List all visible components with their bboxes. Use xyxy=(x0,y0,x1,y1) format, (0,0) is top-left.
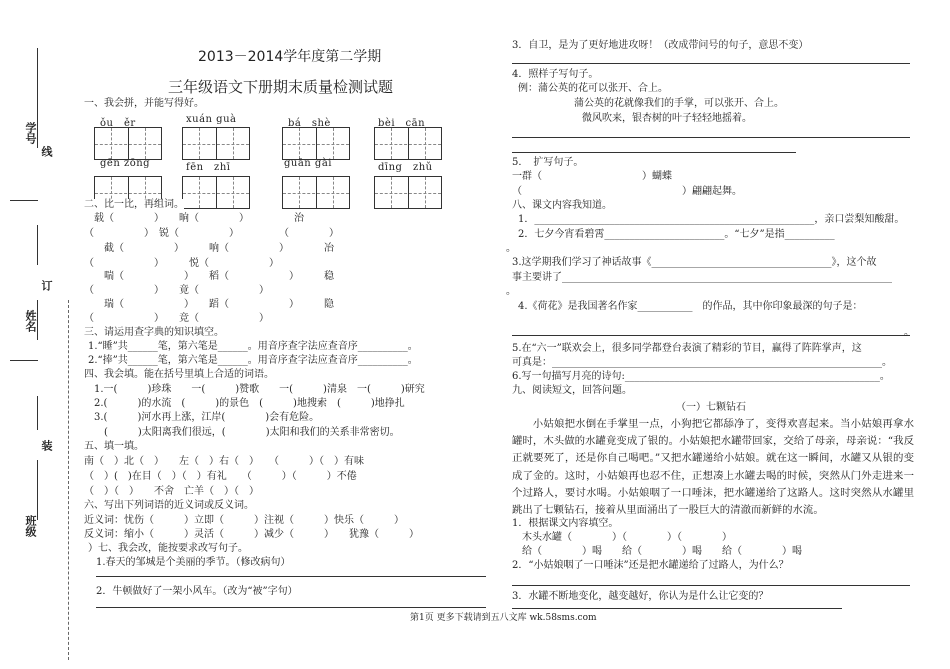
answer-line-item-4 xyxy=(512,335,910,336)
passage-title: （一）七颗钻石 xyxy=(676,402,746,413)
fill-row-4: ( )太阳离我们很远，( )太阳和我们的关系非常密切。 xyxy=(84,427,400,438)
dictionary-row-2: 2.“捧”共______笔，第六笔是______。用音序查字法应查音序__________。 xyxy=(88,355,418,366)
side-label-line: 线 xyxy=(40,146,53,157)
section-7-heading: ）七、我会改，能按要求改写句子。 xyxy=(88,543,248,554)
example-sentence-2: 蒲公英的花就像我们的手掌，可以张开、合上。 xyxy=(574,98,784,109)
content-item-3-end: 。 xyxy=(506,286,516,297)
idiom-row-1: 南（ ）北（ ） 左（ ）右（ ） （ ）（ ）有味 xyxy=(84,456,364,467)
compare-row-2: （ ） 锐（ ） （ ） xyxy=(84,228,339,239)
rewrite-item-5: 5． 扩写句子。 xyxy=(512,157,584,168)
pinyin-guangai: guān gài xyxy=(284,158,332,169)
side-label-bind: 订 xyxy=(40,280,53,291)
reading-question-2: 2．“小姑娘咽了一口唾沫”还是把水罐递给了过路人，为什么？ xyxy=(512,560,789,571)
compare-row-4: （ ） 悦（ ） xyxy=(84,258,279,269)
synonym-row: 近义词：忧伤（ ）立即（ ）注视（ ）快乐（ ） xyxy=(84,515,404,526)
section-4-heading: 四、我会填。能在括号里填上合适的词语。 xyxy=(84,369,274,380)
idiom-row-2: （ ）( )在目（ ）（ ）有礼 （ ）（ ）不倦 xyxy=(84,471,357,482)
content-item-5: 5.在“六一”联欢会上，很多同学都登台表演了精彩的节目，赢得了阵阵掌声，这 xyxy=(512,343,862,354)
content-item-5-b: 可真是：__________________________________________________________________。 xyxy=(512,357,892,368)
rewrite-item-1: 1.春天的邹城是个美丽的季节。（修改病句） xyxy=(96,557,291,568)
pinyin-xuangua: xuán guà xyxy=(186,114,237,125)
side-label-class: 班级 xyxy=(24,515,37,537)
side-label-student-id: 学号 xyxy=(24,122,37,144)
writing-box-3[interactable] xyxy=(282,127,350,160)
answer-line-rewrite-3 xyxy=(512,63,910,64)
content-item-3-b: 事主要讲了__________________________________________________________________ xyxy=(512,272,892,283)
rewrite-item-3: 3．自卫，是为了更好地进攻呀！（改成带问号的句子，意思不变） xyxy=(512,40,809,51)
writing-box-8[interactable] xyxy=(374,176,442,209)
content-item-6: 6.写一句描写月亮的诗句:___________________________________________________。 xyxy=(512,371,890,382)
section-5-heading: 五、填一填。 xyxy=(84,441,144,452)
expand-sentence-2: （ ）翩翩起舞。 xyxy=(512,186,742,197)
content-item-3: 3.这学期我们学习了神话故事《____________________________________》，这个故 xyxy=(512,257,877,268)
binding-line-mid3 xyxy=(37,396,38,430)
name-line xyxy=(10,360,38,361)
section-2-heading: 二、比一比，再组词。 xyxy=(84,199,184,210)
content-item-2: 2．七夕今宵看碧霄________________________。“七夕”是指__________ xyxy=(518,229,835,240)
idiom-row-3: （ ）（ ） 不舍 亡羊（ ）（ ） xyxy=(84,486,259,497)
section-9-heading: 九、阅读短文，回答问题。 xyxy=(512,385,632,396)
answer-line-rewrite-2 xyxy=(96,607,486,608)
answer-line-reading-2 xyxy=(512,585,910,586)
reading-question-1: 1．根据课文内容填空。 xyxy=(512,518,619,529)
exam-subtitle: 三年级语文下册期末质量检测试题 xyxy=(168,78,394,96)
reading-question-3: 3．水罐不断地变化，越变越好，你认为是什么让它变的？ xyxy=(512,591,769,602)
passage-body: 小姑娘把水倒在手掌里一点，小狗把它都舔净了，变得欢喜起来。当小姑娘再拿水罐时，木头做的水罐竟变成了银的。小姑娘把水罐带回家，交给了母亲，母亲说：“我反正就要死了，还是你自己喝吧。”又把水罐递给小姑娘。就在这一瞬间，水罐又从银的变成了金的。这时，小姑娘再也忍不住，正想凑上水罐去喝的时候，突然从门外走进来一个过路人，要讨水喝。小姑娘咽了一口唾沫，把水罐递给了这路人。这时突然从水罐里跳出了七颗钻石，接着从里面涌出了一股巨大的清澈而新鲜的水流。 xyxy=(512,418,914,517)
content-item-2-end: 。 xyxy=(506,243,516,254)
rewrite-item-4: 4．照样子写句子。 xyxy=(512,69,599,80)
pinyin-bashe: bá shè xyxy=(288,118,331,129)
fill-row-3: 3.( )河水再上涨，江岸( )会有危险。 xyxy=(84,412,320,423)
example-sentence-1: 例：蒲公英的花可以张开、合上。 xyxy=(518,83,668,94)
writing-box-4[interactable] xyxy=(374,127,442,160)
side-label-staple: 装 xyxy=(40,440,53,451)
page-footer: 第1页 更多下载请到五八文库 wk.58sms.com xyxy=(410,613,597,623)
dictionary-row-1: 1.“睡”共______笔，第六笔是______。用音序查字法应查音序__________。 xyxy=(88,341,418,352)
answer-line-rewrite-1 xyxy=(96,576,486,577)
side-label-name: 姓名 xyxy=(24,310,37,332)
antonym-row: 反义词：缩小（ ）灵活（ ）减少（ ） 犹豫（ ） xyxy=(84,529,419,540)
exam-title: 2013－2014学年度第二学期 xyxy=(198,49,382,65)
writing-box-6[interactable] xyxy=(182,176,250,209)
pinyin-ouer: ǒu ěr xyxy=(100,118,136,129)
writing-box-7[interactable] xyxy=(282,176,350,209)
section-8-heading: 八、课文内容我知道。 xyxy=(512,200,612,211)
compare-row-3: 截（ ） 响（ ） 冶 xyxy=(84,243,334,254)
example-sentence-3: 微风吹来，银杏树的叶子轻轻地摇着。 xyxy=(582,113,752,124)
rewrite-item-2: 2．牛顿做好了一架小风车。（改为“被”字句） xyxy=(96,586,298,597)
fold-line xyxy=(68,300,69,660)
pinyin-dingzhu: dīng zhǔ xyxy=(378,162,433,173)
section-3-heading: 三、请运用查字典的知识填空。 xyxy=(84,327,224,338)
compare-row-1: 载（ ） 晌（ ） 治 xyxy=(84,213,304,224)
answer-line-example-2 xyxy=(512,152,796,153)
content-item-4-end: 。 xyxy=(904,327,914,338)
fill-row-2: 2.( )的水流 ( )的景色 ( )地搜索 ( )地挣扎 xyxy=(84,398,405,409)
compare-row-6: （ ） 竟（ ） xyxy=(84,285,269,296)
answer-line-example-1 xyxy=(512,137,910,138)
section-1-heading: 一、我会拼，并能写得好。 xyxy=(84,98,204,109)
compare-row-5: 喘（ ） 稻（ ） 稳 xyxy=(84,271,334,282)
pinyin-beican: bèi cān xyxy=(378,118,426,129)
content-item-4: 4.《荷花》是我国著名作家___________ 的作品，其中你印象最深的句子是： xyxy=(518,301,863,312)
content-item-1: 1．________________________________________________________，亲口尝梨知酸甜。 xyxy=(518,214,905,225)
answer-line-reading-3 xyxy=(512,608,842,609)
compare-row-7: 瑞（ ） 蹈（ ） 隐 xyxy=(84,299,334,310)
writing-box-1[interactable] xyxy=(94,127,162,160)
binding-line-mid1 xyxy=(37,225,38,265)
pinyin-fenzhi: fēn zhī xyxy=(186,162,231,173)
reading-fill-2: 给（ ）喝 给（ ）喝 给（ ）喝 xyxy=(522,546,802,557)
compare-row-8: （ ） 竞（ ） xyxy=(84,313,269,324)
writing-box-2[interactable] xyxy=(182,127,250,160)
student-id-line xyxy=(10,200,38,201)
fill-row-1: 1.一( )珍珠 一( )赞歌 一( )清泉 一( )研究 xyxy=(84,384,425,395)
expand-sentence-1: 一群（ ）蝴蝶 xyxy=(512,171,672,182)
binding-line-bottom xyxy=(37,460,38,520)
reading-fill-1: 木头水罐（ ）（ ）（ ） xyxy=(522,532,732,543)
section-6-heading: 六、写出下列词语的近义词或反义词。 xyxy=(84,500,254,511)
pinyin-genzong: gēn zōng xyxy=(100,158,151,169)
